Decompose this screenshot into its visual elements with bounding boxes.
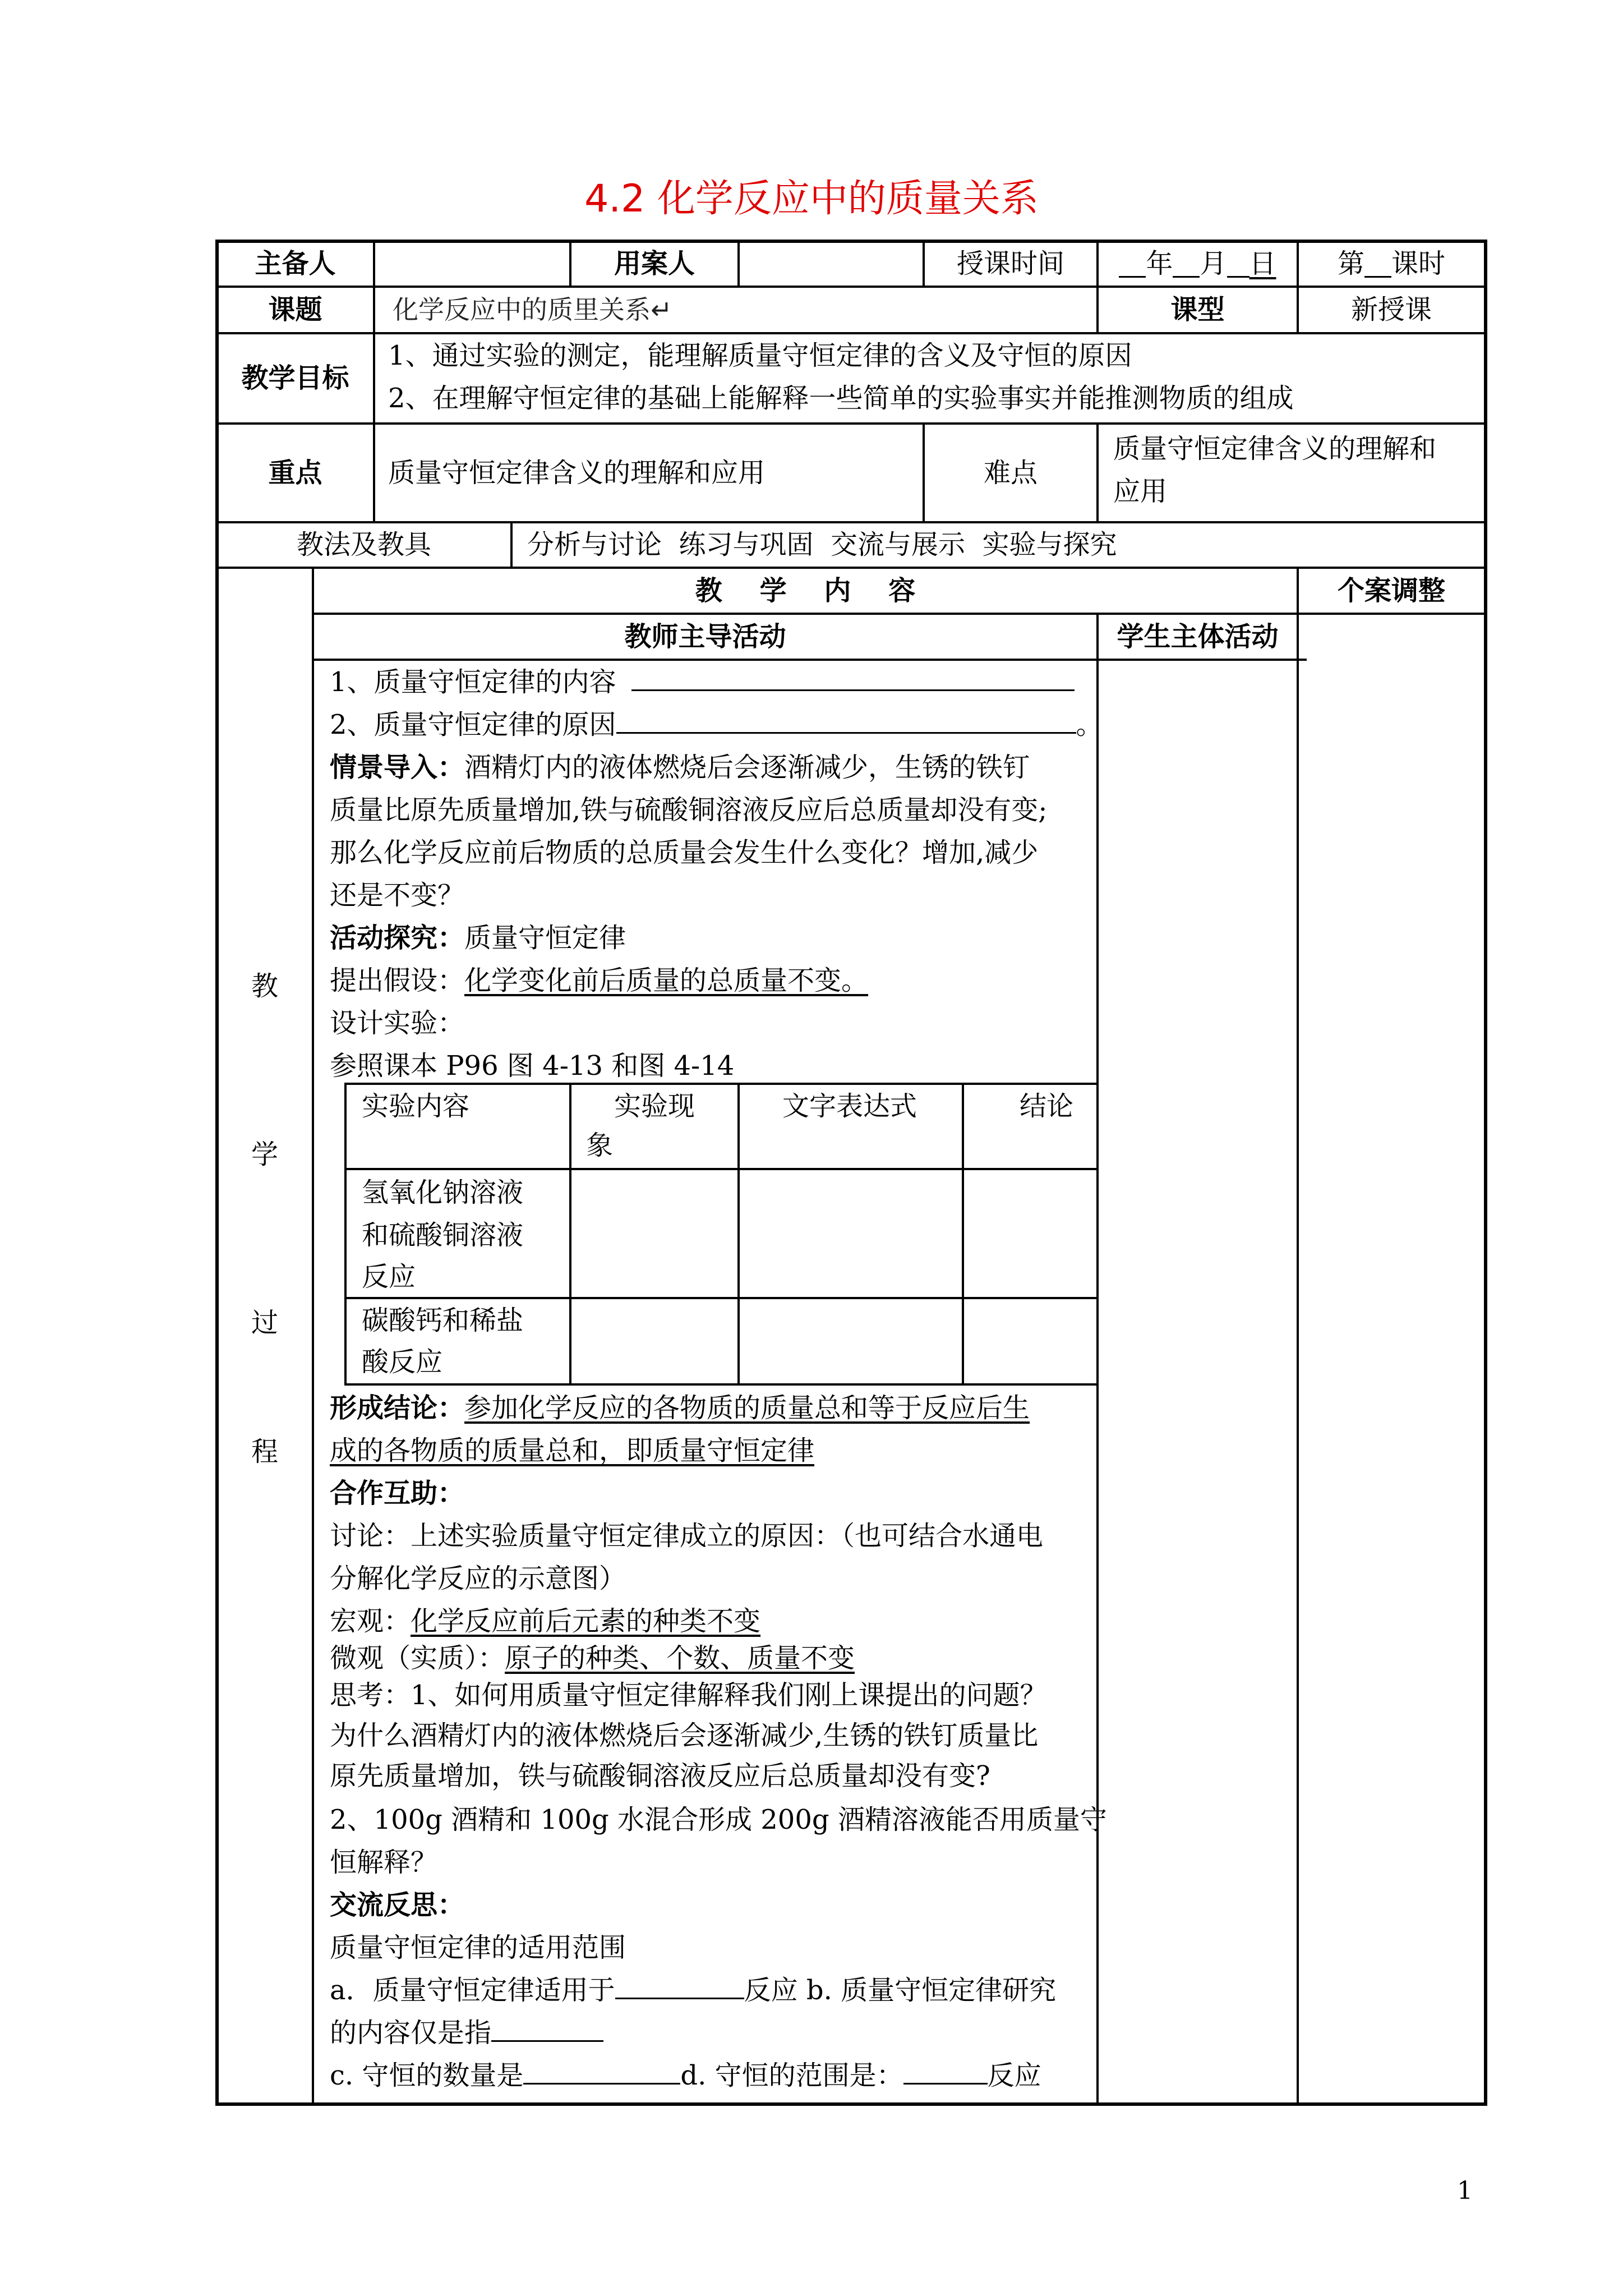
nandian-value-1: 质量守恒定律含义的理解和 bbox=[1113, 433, 1437, 464]
exp-row1-line3: 反应 bbox=[362, 1261, 416, 1292]
think-line-2: 为什么酒精灯内的液体燃烧后会逐渐减少,生锈的铁钉质量比 bbox=[330, 1720, 1039, 1751]
hypothesis-line bbox=[330, 959, 868, 1002]
conclusion-text-1: 参加化学反应的各物质的质量总和等于反应后生 bbox=[464, 1392, 1030, 1424]
keti-value: 化学反应中的质里关系↵ bbox=[393, 294, 672, 325]
page-title: 4.2 化学反应中的质量关系 bbox=[584, 177, 1039, 221]
item-b-blank[interactable] bbox=[491, 2014, 603, 2042]
item-a-label: a．质量守恒定律适用于 bbox=[330, 1975, 615, 2006]
col-line bbox=[1096, 422, 1099, 522]
exp-row2-line2: 酸反应 bbox=[362, 1346, 443, 1378]
discussion-line-1: 讨论：上述实验质量守恒定律成立的原因：（也可结合水通电 bbox=[330, 1520, 1044, 1552]
process-side-char-3: 过 bbox=[251, 1307, 279, 1338]
law-reason-label: 2、质量守恒定律的原因 bbox=[330, 709, 616, 740]
exp-header-phenomenon-2: 象 bbox=[586, 1130, 614, 1161]
period-mark: 。 bbox=[1076, 709, 1103, 740]
period-field[interactable] bbox=[1299, 242, 1484, 286]
item-b-text: 的内容仅是指 bbox=[330, 2017, 492, 2049]
col-line bbox=[312, 567, 314, 2104]
exp-header-expression: 文字表达式 bbox=[782, 1091, 917, 1122]
item-c-blank[interactable] bbox=[523, 2057, 680, 2085]
zhongdian-label: 重点 bbox=[268, 457, 322, 489]
yonganren-value[interactable] bbox=[740, 242, 923, 286]
col-line bbox=[1096, 613, 1099, 2104]
yonganren-label: 用案人 bbox=[614, 247, 695, 279]
zhongdian-value: 质量守恒定律含义的理解和应用 bbox=[388, 457, 766, 489]
date-day-label: 日 bbox=[1249, 247, 1276, 279]
reflection-label: 交流反思： bbox=[330, 1889, 465, 1921]
exp-row1-line1: 氢氧化钠溶液 bbox=[362, 1177, 524, 1208]
cooperation-label: 合作互助： bbox=[330, 1478, 465, 1509]
goal-1: 1、通过实验的测定，能理解质量守恒定律的含义及守恒的原因 bbox=[388, 340, 1132, 371]
think-line-5: 恒解释？ bbox=[330, 1847, 438, 1878]
explore-value: 质量守恒定律 bbox=[464, 922, 626, 954]
col-line bbox=[373, 286, 375, 333]
zhubeiren-value[interactable] bbox=[375, 242, 569, 286]
col-line bbox=[510, 521, 513, 568]
exp-header-phenomenon-1: 实验现 bbox=[614, 1091, 695, 1122]
law-reason-blank[interactable] bbox=[616, 706, 1076, 734]
col-line bbox=[373, 332, 375, 424]
col-line bbox=[1297, 567, 1299, 2104]
shouke-time-label: 授课时间 bbox=[956, 247, 1064, 279]
exp-header-conclusion: 结论 bbox=[1020, 1091, 1074, 1122]
design-line: 设计实验： bbox=[330, 1007, 465, 1039]
content-header: 教 学 内 容 bbox=[695, 574, 916, 606]
hypothesis-label: 提出假设： bbox=[330, 965, 465, 996]
exp-table-line bbox=[344, 1168, 1096, 1170]
intro-line-3: 那么化学反应前后物质的总质量会发生什么变化？增加,减少 bbox=[330, 837, 1039, 868]
item-a-line bbox=[330, 1969, 1056, 2012]
macro-label: 宏观： bbox=[330, 1605, 411, 1637]
discussion-line-2: 分解化学反应的示意图） bbox=[330, 1563, 626, 1594]
macro-value: 化学反应前后元素的种类不变 bbox=[411, 1605, 761, 1637]
think-line-4: 2、100g 酒精和 100g 水混合形成 200g 酒精溶液能否用质量守 bbox=[330, 1804, 1107, 1835]
date-field[interactable] bbox=[1099, 242, 1297, 286]
law-content-label: 1、质量守恒定律的内容 bbox=[330, 666, 616, 698]
process-side-char-4: 程 bbox=[251, 1436, 279, 1467]
think-line-3: 原先质量增加，铁与硫酸铜溶液反应后总质量却没有变? bbox=[330, 1760, 990, 1792]
item-d-label: d. 守恒的范围是： bbox=[680, 2060, 903, 2091]
intro-line-1 bbox=[330, 746, 1030, 789]
item-a-blank[interactable] bbox=[615, 1972, 744, 1999]
item-d-blank[interactable] bbox=[903, 2057, 988, 2085]
col-line bbox=[373, 422, 375, 522]
law-content-blank[interactable] bbox=[631, 664, 1075, 691]
intro-text-1: 酒精灯内的液体燃烧后会逐渐减少，生锈的铁钉 bbox=[464, 752, 1030, 783]
item-d-suffix: 反应 bbox=[987, 2060, 1041, 2091]
item-b-line bbox=[330, 2012, 603, 2054]
date-month-label: 月 bbox=[1200, 247, 1227, 279]
exp-header-content: 实验内容 bbox=[362, 1091, 470, 1122]
macro-line bbox=[330, 1600, 760, 1642]
table-right-border bbox=[1484, 240, 1487, 2106]
page-number: 1 bbox=[1457, 2177, 1473, 2205]
nandian-value-2: 应用 bbox=[1113, 476, 1168, 507]
methods-value: 分析与讨论 练习与巩固 交流与展示 实验与探究 bbox=[527, 529, 1117, 561]
intro-label: 情景导入： bbox=[330, 752, 465, 783]
conclusion-label: 形成结论： bbox=[330, 1392, 465, 1424]
table-bottom-border bbox=[216, 2102, 1486, 2106]
intro-line-4: 还是不变？ bbox=[330, 880, 465, 911]
conclusion-line-1 bbox=[330, 1387, 1030, 1429]
hypothesis-value: 化学变化前后质量的总质量不变。 bbox=[464, 965, 869, 996]
keti-label: 课题 bbox=[268, 294, 322, 326]
think-line-1: 思考：1、如何用质量守恒定律解释我们刚上课提出的问题？ bbox=[330, 1680, 1047, 1711]
methods-label: 教法及教具 bbox=[296, 529, 431, 561]
explore-label: 活动探究： bbox=[330, 922, 465, 954]
process-side-char-1: 教 bbox=[251, 970, 279, 1002]
scope-line: 质量守恒定律的适用范围 bbox=[330, 1932, 626, 1963]
exp-table-line bbox=[344, 1083, 347, 1386]
conclusion-line-2: 成的各物质的质量总和，即质量守恒定律 bbox=[330, 1435, 815, 1466]
micro-value: 原子的种类、个数、质量不变 bbox=[505, 1642, 855, 1674]
reference-line: 参照课本 P96 图 4-13 和图 4-14 bbox=[330, 1050, 735, 1082]
zhubeiren-label: 主备人 bbox=[255, 247, 336, 279]
exp-table-line bbox=[569, 1083, 571, 1386]
period-suffix: 课时 bbox=[1391, 247, 1446, 279]
nandian-label: 难点 bbox=[983, 457, 1038, 489]
item-b-label: 反应 b. 质量守恒定律研究 bbox=[744, 1975, 1057, 2006]
process-side-char-2: 学 bbox=[251, 1139, 279, 1170]
explore-line bbox=[330, 917, 626, 959]
period-prefix: 第 bbox=[1337, 247, 1364, 279]
exp-row1-line2: 和硫酸铜溶液 bbox=[362, 1220, 524, 1251]
exp-table-line bbox=[962, 1083, 964, 1386]
intro-line-2: 质量比原先质量增加,铁与硫酸铜溶液反应后总质量却没有变; bbox=[330, 794, 1048, 826]
kexing-value: 新授课 bbox=[1350, 294, 1432, 326]
item-c-line bbox=[330, 2054, 1041, 2097]
exp-row2-line1: 碳酸钙和稀盐 bbox=[362, 1305, 524, 1336]
teacher-header: 教师主导活动 bbox=[624, 620, 786, 652]
micro-label: 微观（实质）： bbox=[330, 1642, 505, 1674]
goals-label: 教学目标 bbox=[241, 362, 349, 394]
exp-table-line bbox=[737, 1083, 740, 1386]
student-header: 学生主体活动 bbox=[1117, 620, 1279, 652]
item-c-label: c. 守恒的数量是 bbox=[330, 2060, 524, 2091]
teacher-line-1 bbox=[330, 661, 1075, 703]
micro-line bbox=[330, 1637, 855, 1680]
goal-2: 2、在理解守恒定律的基础上能解释一些简单的实验事实并能推测物质的组成 bbox=[388, 383, 1294, 414]
kexing-label: 课型 bbox=[1170, 294, 1225, 326]
exp-table-line bbox=[344, 1383, 1096, 1386]
adjust-header: 个案调整 bbox=[1337, 574, 1445, 606]
date-year-label: 年 bbox=[1146, 247, 1173, 279]
teacher-line-2 bbox=[330, 703, 1103, 746]
